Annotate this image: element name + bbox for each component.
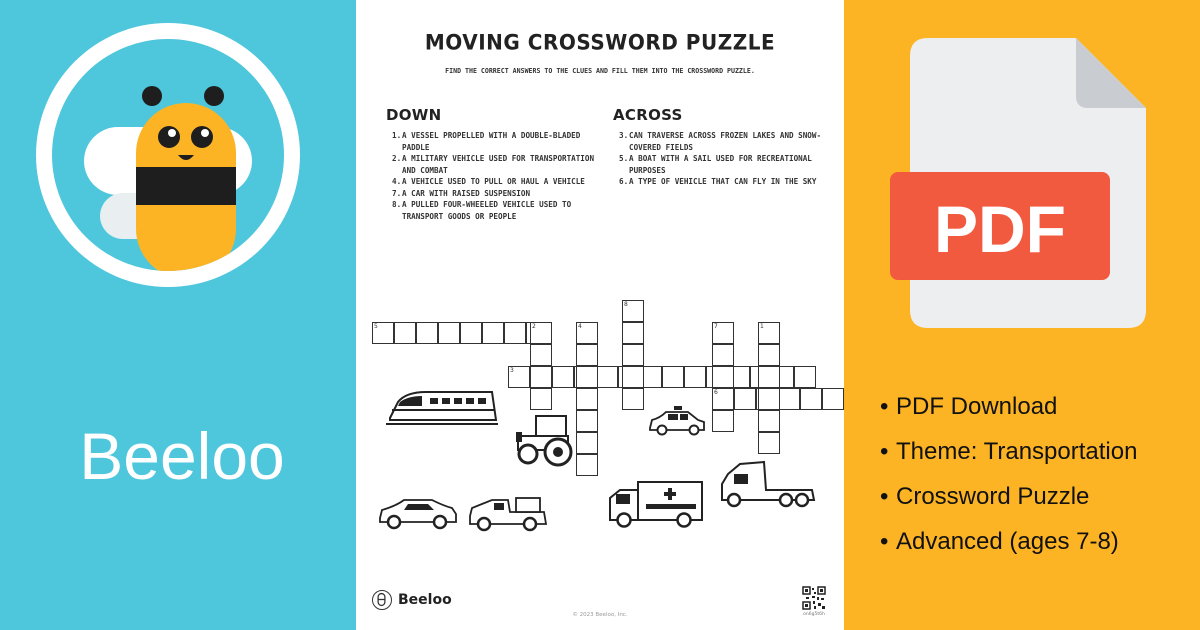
worksheet-title: MOVING CROSSWORD PUZZLE <box>424 29 776 55</box>
brand-logo <box>36 23 300 287</box>
clue-number: 1. <box>392 131 402 140</box>
bullet-icon: • <box>880 438 889 465</box>
feature-item <box>880 519 1137 564</box>
tractor-icon <box>516 416 571 465</box>
cell-number: 7 <box>714 323 718 330</box>
across-heading: ACROSS <box>613 106 683 124</box>
logo-background <box>52 39 284 271</box>
cell-number: 3 <box>510 367 514 374</box>
clue-number: 4. <box>392 177 402 186</box>
brand-name: Beeloo <box>79 419 285 493</box>
brand-panel <box>0 0 356 630</box>
copyright-text: © 2023 Beeloo, Inc. <box>572 612 628 618</box>
police-car-icon <box>650 406 704 435</box>
clue-number: 7. <box>392 188 402 198</box>
ambulance-icon <box>610 482 702 527</box>
clue-text: A VEHICLE USED TO PULL OR HAUL A VEHICLE <box>402 177 585 186</box>
cell-number: 5 <box>374 323 378 330</box>
clue-text: A CAR WITH RAISED SUSPENSION <box>402 188 531 198</box>
clue-number: 8. <box>392 200 402 209</box>
feature-text: Crossword Puzzle <box>896 483 1090 510</box>
cell-number: 4 <box>578 323 582 330</box>
worksheet-footer-brand: Beeloo <box>398 592 452 608</box>
feature-text: Theme: Transportation <box>896 438 1138 465</box>
bee-mini-icon <box>372 590 392 610</box>
cell-number: 8 <box>624 301 628 308</box>
worksheet-footer-logo <box>372 590 452 610</box>
semi-truck-icon <box>722 462 814 506</box>
cell-number: 1 <box>760 323 764 330</box>
clue-text: A VESSEL PROPELLED WITH A DOUBLE-BLADED PADDLE <box>402 131 581 152</box>
qr-caption: on6g5t6h <box>803 612 825 617</box>
pdf-file-icon <box>890 34 1150 334</box>
tow-truck-icon <box>470 498 546 530</box>
worksheet-instructions: FIND THE CORRECT ANSWERS TO THE CLUES AND FILL THEM INTO THE CROSSWORD PUZZLE. <box>445 67 755 75</box>
clue-number: 6. <box>619 177 629 186</box>
feature-text: Advanced (ages 7-8) <box>896 528 1119 555</box>
bee-mascot-icon <box>52 39 284 271</box>
qr-code-icon <box>802 586 826 610</box>
pdf-badge-label: PDF <box>934 192 1066 266</box>
worksheet-preview <box>356 0 844 630</box>
feature-list <box>880 384 1137 564</box>
vehicle-illustrations <box>356 0 844 630</box>
feature-item <box>880 384 1137 429</box>
feature-item <box>880 429 1137 474</box>
clue-number: 3. <box>619 131 629 140</box>
bullet-icon: • <box>880 393 889 420</box>
bullet-icon: • <box>880 483 889 510</box>
feature-text: PDF Download <box>896 393 1058 420</box>
clue-text: A TYPE OF VEHICLE THAT CAN FLY IN THE SKY <box>629 177 817 186</box>
clue-number: 5. <box>619 154 629 163</box>
train-icon <box>386 392 498 424</box>
sports-car-icon <box>380 500 456 528</box>
clue-text: A MILITARY VEHICLE USED FOR TRANSPORTATION AND COMBAT <box>402 154 595 175</box>
cell-number: 6 <box>714 389 718 396</box>
clue-text: A PULLED FOUR-WHEELED VEHICLE USED TO TRANSPORT GOODS OR PEOPLE <box>402 200 572 221</box>
clue-number: 2. <box>392 154 402 163</box>
clue-text: A BOAT WITH A SAIL USED FOR RECREATIONAL PURPOSES <box>629 154 812 175</box>
info-panel <box>844 0 1200 630</box>
feature-item <box>880 474 1137 519</box>
bullet-icon: • <box>880 528 889 555</box>
cell-number: 2 <box>532 323 536 330</box>
down-heading: DOWN <box>386 106 442 124</box>
clue-text: CAN TRAVERSE ACROSS FROZEN LAKES AND SNOW-COVERED FIELDS <box>629 131 822 152</box>
